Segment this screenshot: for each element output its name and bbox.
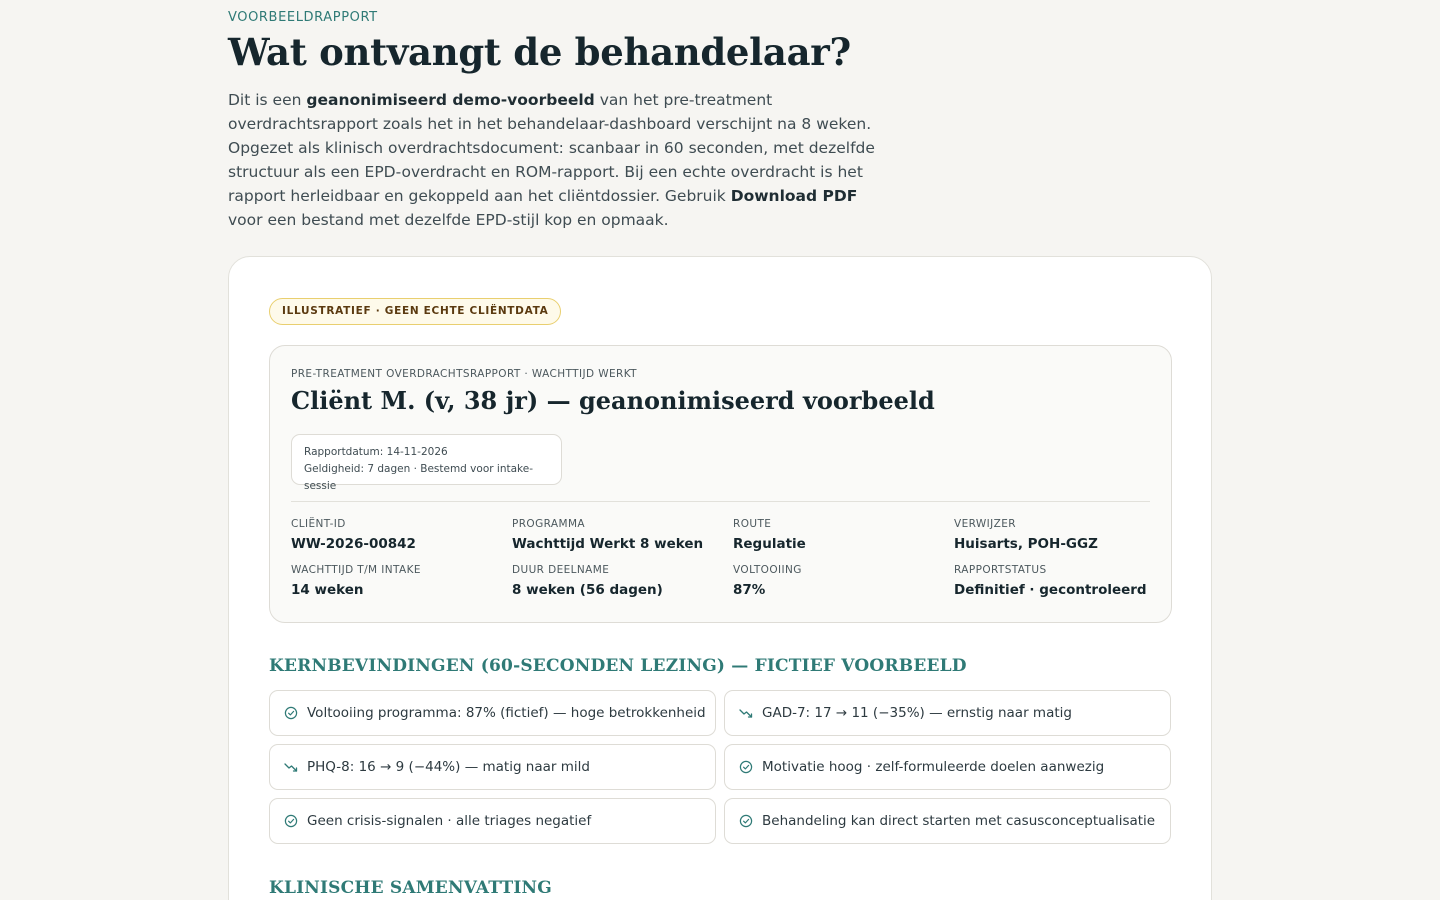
finding-item [724,690,1171,736]
field-label: PROGRAMMA [512,518,585,530]
finding-item [724,744,1171,790]
trend-down-icon [284,760,298,774]
trend-down-icon [739,706,753,720]
finding-text: PHQ-8: 16 → 9 (−44%) — matig naar mild [307,759,590,775]
intro-text-3: voor een bestand met dezelfde EPD-stijl kop en opmaak. [228,211,669,229]
check-circle-icon [284,814,298,828]
summary-heading: KLINISCHE SAMENVATTING [269,878,552,898]
field-client-id [291,518,506,552]
field-value: 8 weken (56 dagen) [512,582,663,598]
intro-paragraph [228,88,880,232]
field-label: RAPPORTSTATUS [954,564,1047,576]
field-value: WW-2026-00842 [291,536,416,552]
page-title: Wat ontvangt de behandelaar? [228,30,851,74]
finding-text: Geen crisis-signalen · alle triages negatief [307,813,592,829]
check-circle-icon [284,706,298,720]
field-value: Regulatie [733,536,806,552]
finding-text: Behandeling kan direct starten met casusconceptualisatie [762,813,1156,829]
field-rapportstatus [954,564,1169,598]
field-value: Wachttijd Werkt 8 weken [512,536,704,552]
report-title: Cliënt M. (v, 38 jr) — geanonimiseerd voorbeeld [291,386,935,415]
field-duur-deelname [512,564,727,598]
report-preview-card [228,256,1212,900]
field-label: CLIËNT-ID [291,518,346,530]
check-circle-icon [739,814,753,828]
field-verwijzer [954,518,1169,552]
finding-item [269,798,716,844]
field-voltooiing [733,564,948,598]
field-label: DUUR DEELNAME [512,564,610,576]
finding-item [269,690,716,736]
report-meta-box [291,434,562,492]
field-value: 14 weken [291,582,364,598]
finding-text: Motivatie hoog · zelf-formuleerde doelen aanwezig [762,759,1105,775]
intro-text-2: van het pre-treatment overdrachtsrapport zoals het in het behandelaar-dashboard verschijnt na 8 weken. Opgezet als klinisch overdrachtsdocument: scanbaar in 60 seconden, met dezelfde structuur als een EPD-overdracht en ROM-rapport. Bij een echte overdracht is het rapport herleidbaar en gekoppeld aan het cliëntdossier. Gebruik [228,91,875,205]
field-programma [512,518,727,552]
finding-item [269,744,716,790]
intro-text-1: Dit is een [228,91,307,109]
field-value: Definitief · gecontroleerd [954,582,1147,598]
intro-bold-download: Download PDF [730,187,858,205]
field-route [733,518,948,552]
finding-text: GAD-7: 17 → 11 (−35%) — ernstig naar matig [762,705,1072,721]
check-circle-icon [739,760,753,774]
finding-text: Voltooiing programma: 87% (fictief) — hoge betrokkenheid [307,705,706,721]
field-label: WACHTTIJD T/M INTAKE [291,564,421,576]
intro-bold-demo: geanonimiseerd demo-voorbeeld [306,91,595,109]
field-label: ROUTE [733,518,772,530]
report-divider [291,501,1150,502]
field-label: VERWIJZER [954,518,1016,530]
report-date: Rapportdatum: 14-11-2026 [304,446,448,458]
report-eyebrow: PRE-TREATMENT OVERDRACHTSRAPPORT · WACHTTIJD WERKT [291,368,637,380]
field-label: VOLTOOIING [733,564,802,576]
report-header-panel [269,345,1172,623]
illustrative-badge: ILLUSTRATIEF · GEEN ECHTE CLIËNTDATA [269,298,561,325]
findings-heading: KERNBEVINDINGEN (60-SECONDEN LEZING) — FICTIEF VOORBEELD [269,656,967,676]
field-value: Huisarts, POH-GGZ [954,536,1098,552]
field-value: 87% [733,582,766,598]
page-eyebrow: VOORBEELDRAPPORT [228,10,378,25]
field-wachttijd [291,564,506,598]
report-validity: Geldigheid: 7 dagen · Bestemd voor intake-sessie [304,463,533,492]
finding-item [724,798,1171,844]
